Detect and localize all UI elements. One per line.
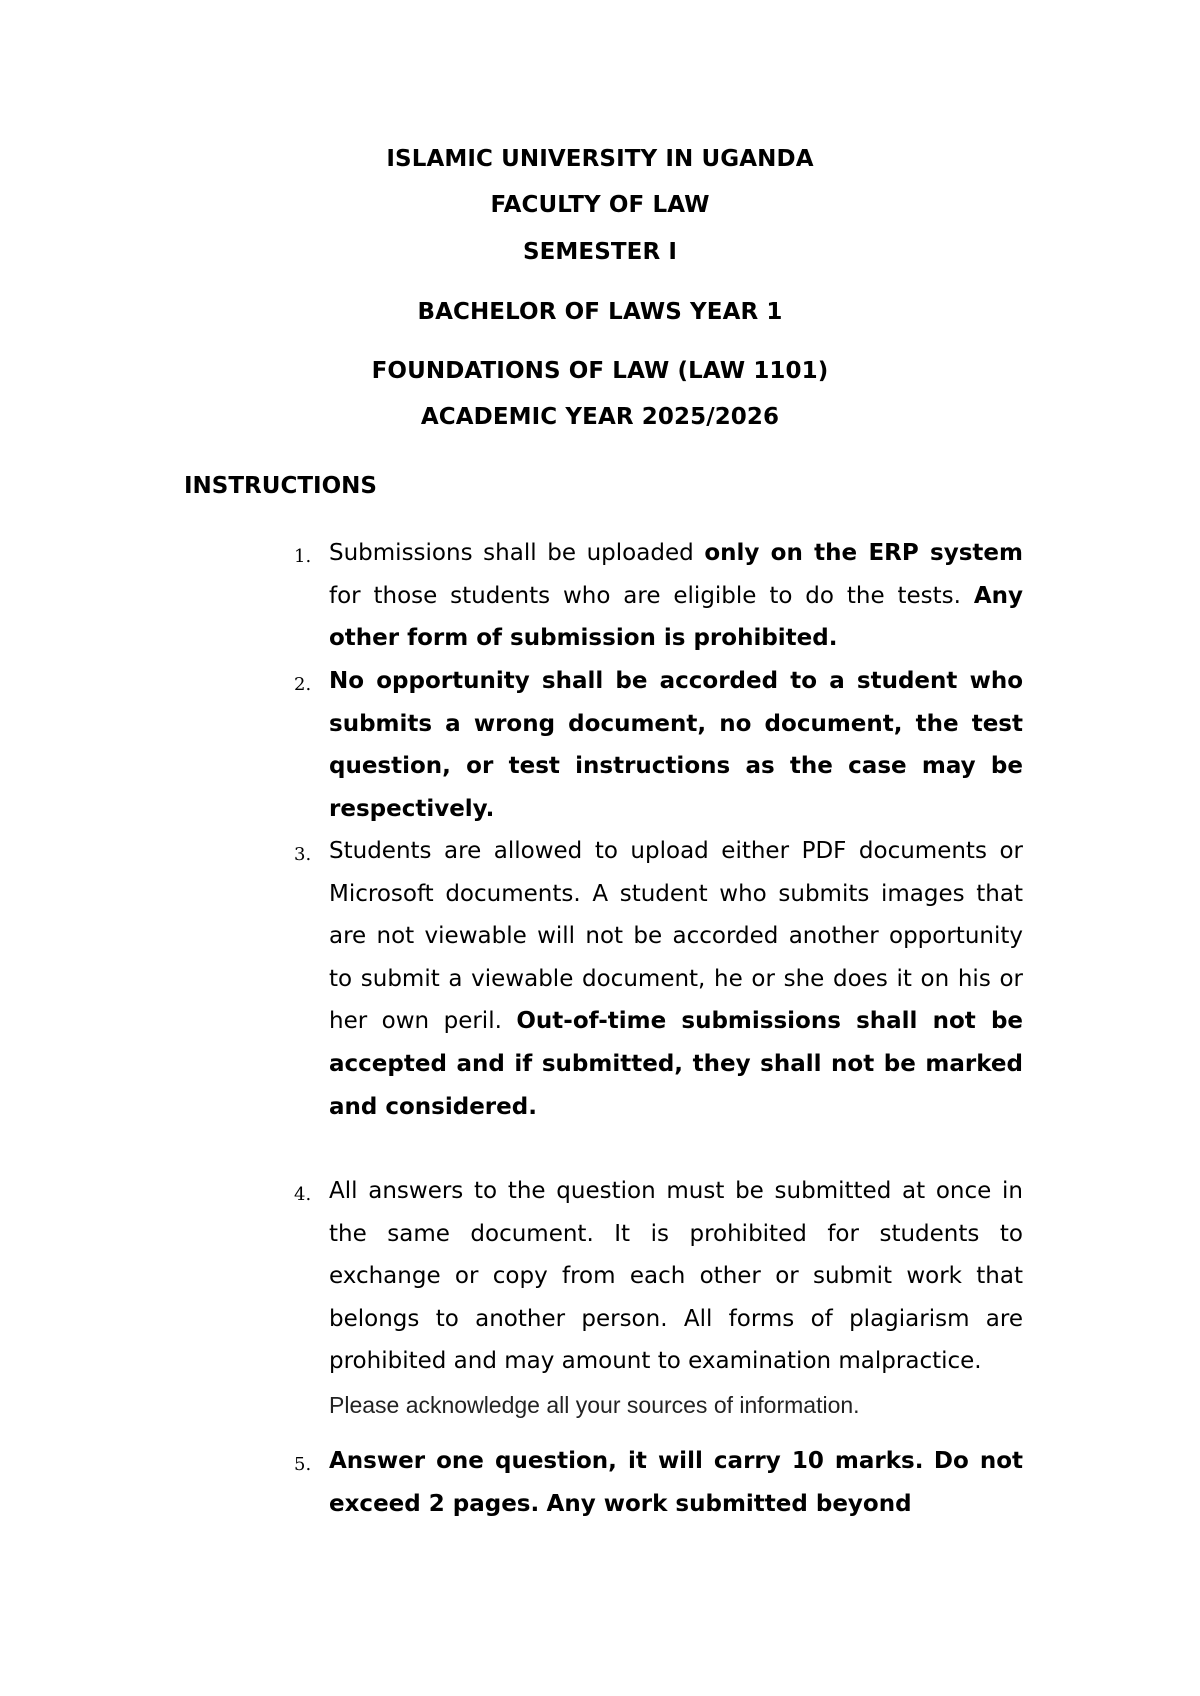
emphasis-text: Out-of-time submissions shall not be accepted and if submitted, they shall not be marked and considered. <box>329 1008 1024 1120</box>
faculty-name: FACULTY OF LAW <box>490 192 710 218</box>
emphasis-text: Any other form of submission is prohibited. <box>329 582 1023 652</box>
sources-note: Please acknowledge all your sources of information. <box>329 1392 860 1418</box>
programme-name: BACHELOR OF LAWS YEAR 1 <box>417 299 783 325</box>
emphasis-text: only on the ERP system <box>704 540 1023 566</box>
body-text <box>539 1491 546 1517</box>
university-name: ISLAMIC UNIVERSITY IN UGANDA <box>386 146 814 172</box>
body-text: Students are allowed to upload either PDF documents or Microsoft documents. A student who submits images that are not viewable will not be accorded another opportunity to submit a viewable document, he or she does it on his or her own peril. <box>329 838 1023 1035</box>
instruction-text <box>329 1170 1023 1383</box>
emphasis-text: Any work submitted beyond <box>546 1490 912 1517</box>
emphasis-text: Do not exceed 2 pages. <box>329 1448 1024 1517</box>
body-text: All answers to the question must be submitted at once in the same document. It is prohibited for students to exchange or copy from each other or submit work that belongs to another person. All forms of plagiarism are prohibited and may amount to examination malpractice. <box>329 1178 1023 1375</box>
course-title: FOUNDATIONS OF LAW (LAW 1101) <box>371 358 829 384</box>
instruction-number: 3. <box>294 844 312 865</box>
body-text <box>923 1448 933 1474</box>
body-text: Submissions shall be uploaded <box>329 540 705 566</box>
body-text: for those students who are eligible to do the tests. <box>329 582 974 609</box>
emphasis-text: Answer one question, it will carry 10 marks. <box>329 1448 924 1474</box>
semester-label: SEMESTER I <box>522 239 678 265</box>
instruction-number: 4. <box>294 1184 312 1205</box>
emphasis-text: No opportunity shall be accorded to a student who submits a wrong document, no document, the test question, or test instructions as the case may be respectively. <box>329 668 1023 822</box>
instruction-text <box>329 660 1023 830</box>
instruction-text <box>329 532 1023 660</box>
instructions-heading: INSTRUCTIONS <box>184 473 377 499</box>
instruction-number: 1. <box>294 546 312 567</box>
instruction-text <box>329 1440 1023 1525</box>
instruction-number: 2. <box>294 674 312 695</box>
instruction-text <box>329 830 1023 1128</box>
instruction-number: 5. <box>294 1454 312 1475</box>
academic-year: ACADEMIC YEAR 2025/2026 <box>420 404 780 430</box>
